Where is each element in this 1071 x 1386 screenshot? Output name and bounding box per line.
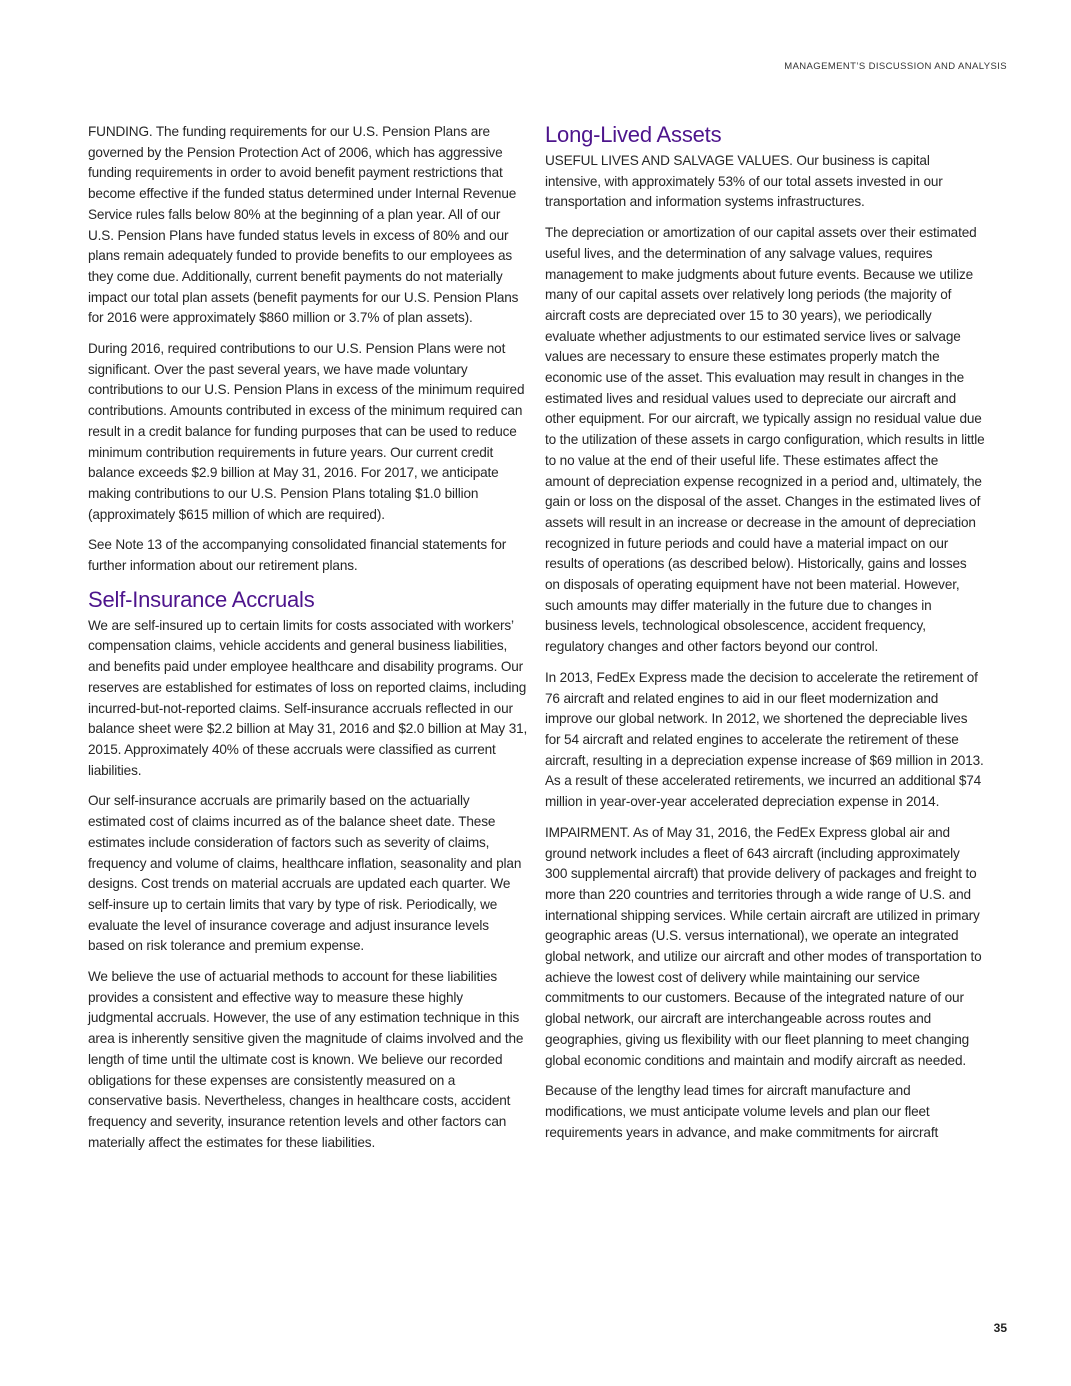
self-insurance-paragraph-1: We are self-insured up to certain limits for costs associated with workers’ compensation claims, vehicle accidents and general business liabilities, and benefits paid under employee healthcare and disability programs. Our reserves are established for estimates of loss on reported claims, including incurred-but-not-reported claims. Self-insurance accruals reflected in our balance sheet were $2.2 billion at May 31, 2016 and $2.0 billion at May 31, 2015. Approximately 40% of these accruals were classified as current liabilities. [88, 617, 528, 778]
useful-lives-paragraph: USEFUL LIVES AND SALVAGE VALUES. Our business is capital intensive, with approximately 53% of our total assets invested in our transportation and information systems infrastructures. [545, 153, 943, 210]
self-insurance-paragraph-2: Our self-insurance accruals are primarily based on the actuarially estimated cost of claims incurred as of the balance sheet date. These estimates include consideration of factors such as severity of claims, frequency and volume of claims, healthcare inflation, seasonality and plan designs. Cost trends on material accruals are updated each quarter. We self-insure up to certain limits that vary by type of risk. Periodically, we evaluate the level of insurance coverage and adjust insurance levels based on risk tolerance and premium expense. [88, 793, 522, 954]
impairment-paragraph: IMPAIRMENT. As of May 31, 2016, the FedEx Express global air and ground network includes a fleet of 643 aircraft (including approximately 300 supplemental aircraft) that provide delivery of packages and freight to more than 220 countries and territories through a wide range of U.S. and international shipping services. While certain aircraft are utilized in primary geographic areas (U.S. versus international), we operate an integrated global network, and utilize our aircraft and other modes of transportation to achieve the lowest cost of delivery while maintaining our service commitments to our customers. Because of the integrated nature of our global network, our aircraft are interchangeable across routes and geographies, giving us flexibility with our fleet planning to meet changing global economic conditions and maintain and modify aircraft as needed. [545, 824, 982, 1068]
left-column [88, 122, 528, 1163]
self-insurance-paragraph-3: We believe the use of actuarial methods to account for these liabilities provides a consistent and effective way to measure these highly judgmental accruals. However, the use of any estimation technique in this area is inherently sensitive given the magnitude of claims involved and the length of time until the ultimate cost is known. We believe our recorded obligations for these expenses are consistently measured on a conservative basis. Nevertheless, changes in healthcare costs, accident frequency and severity, insurance retention levels and other factors can materially affect the estimates for these liabilities. [88, 969, 524, 1150]
self-insurance-heading: Self-Insurance Accruals [88, 586, 315, 612]
funding-paragraph-1: FUNDING. The funding requirements for our U.S. Pension Plans are governed by the Pension Protection Act of 2006, which has aggressive funding requirements in order to avoid benefit payment restrictions that become effective if the funded status determined under Internal Revenue Service rules falls below 80% at the beginning of a plan year. All of our U.S. Pension Plans have funded status levels in excess of 80% and our plans remain adequately funded to provide benefits to our employees as they come due. Additionally, current benefit payments do not materially impact our total plan assets (benefit payments for our U.S. Pension Plans for 2016 were approximately $860 million or 3.7% of plan assets). [88, 124, 519, 326]
long-lived-assets-heading: Long-Lived Assets [545, 122, 722, 147]
page-number: 35 [993, 1321, 1007, 1335]
running-head: MANAGEMENT’S DISCUSSION AND ANALYSIS [784, 61, 1007, 72]
right-column [545, 122, 985, 1153]
funding-paragraph-3: See Note 13 of the accompanying consolidated financial statements for further information about our retirement plans. [88, 537, 507, 574]
lead-times-paragraph: Because of the lengthy lead times for aircraft manufacture and modifications, we must anticipate volume levels and plan our fleet requirements years in advance, and make commitments for aircraft [545, 1083, 939, 1140]
depreciation-paragraph: The depreciation or amortization of our capital assets over their estimated useful lives, and the determination of any salvage values, requires management to make judgments about future events. Because we utilize many of our capital assets over relatively long periods (the majority of aircraft costs are depreciated over 15 to 30 years), we periodically evaluate whether adjustments to our estimated service lives or salvage values are necessary to ensure these estimates properly match the economic use of the asset. This evaluation may result in changes in the estimated lives and residual values used to depreciate our aircraft and other equipment. For our aircraft, we typically assign no residual value due to the utilization of these assets in cargo configuration, which results in little to no value at the end of their useful life. These estimates affect the amount of depreciation expense recognized in a period and, ultimately, the gain or loss on the disposal of the asset. Changes in the estimated lives of assets will result in an increase or decrease in the amount of depreciation recognized in future periods and could have a material impact on our results of operations (as described below). Historically, gains and losses on disposals of operating equipment have not been material. However, such amounts may differ materially in the future due to changes in business levels, technological obsolescence, accident frequency, regulatory changes and other factors beyond our control. [545, 225, 985, 655]
funding-paragraph-2: During 2016, required contributions to our U.S. Pension Plans were not significant. Over the past several years, we have made voluntary contributions to our U.S. Pension Plans in excess of the minimum required contributions. Amounts contributed in excess of the minimum required can result in a credit balance for funding purposes that can be used to reduce minimum contribution requirements in future years. Our current credit balance exceeds $2.9 billion at May 31, 2016. For 2017, we anticipate making contributions to our U.S. Pension Plans totaling $1.0 billion (approximately $615 million of which are required). [88, 341, 525, 522]
retirement-paragraph: In 2013, FedEx Express made the decision to accelerate the retirement of 76 aircraft and related engines to aid in our fleet modernization and improve our global network. In 2012, we shortened the depreciable lives for 54 aircraft and related engines to accelerate the retirement of these aircraft, resulting in a depreciation expense increase of $69 million in 2013. As a result of these accelerated retirements, we incurred an additional $74 million in year-over-year accelerated depreciation expense in 2014. [545, 669, 984, 810]
